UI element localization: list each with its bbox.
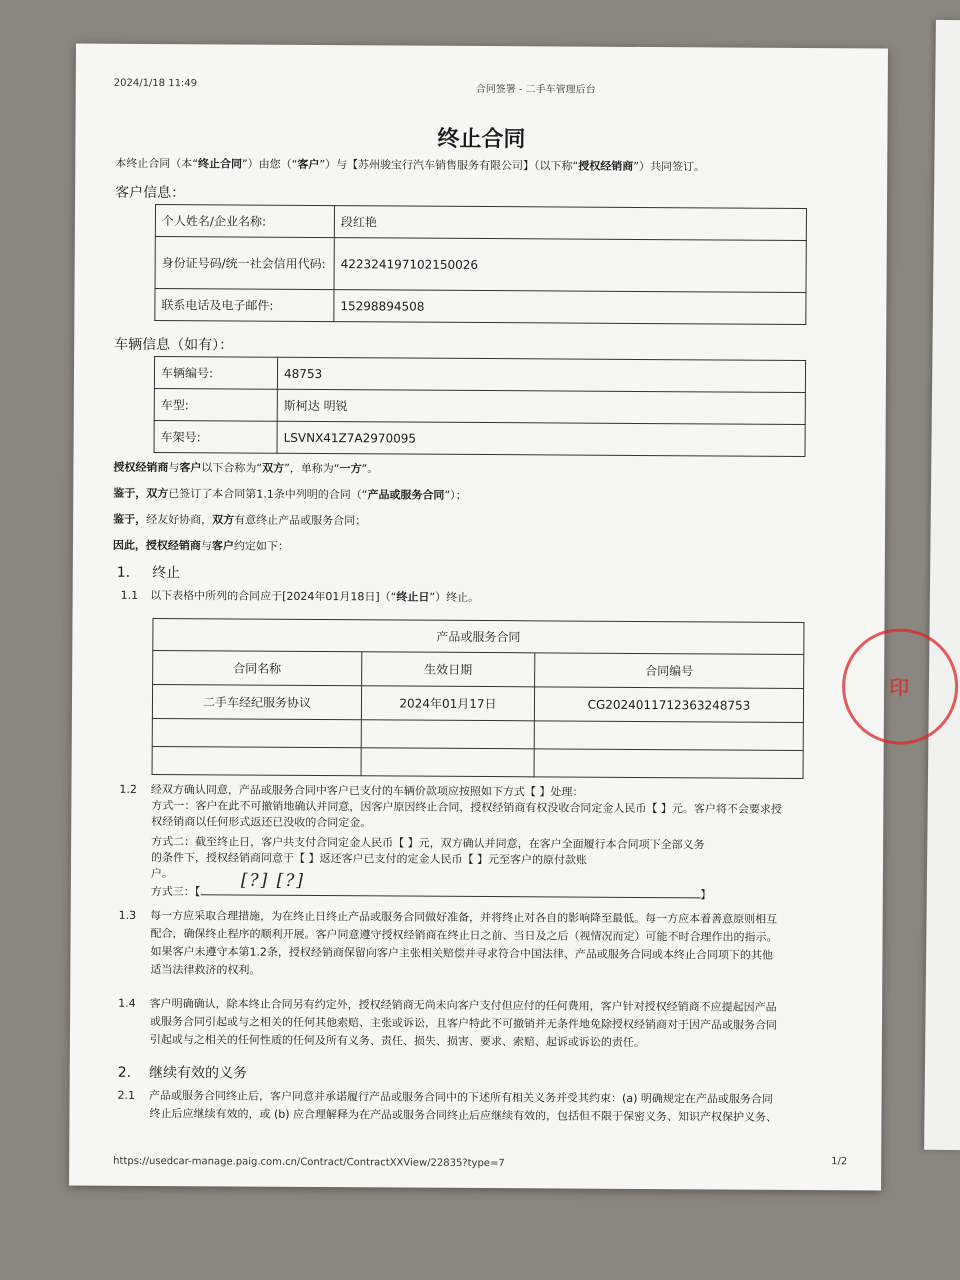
header-contract-name: 合同名称 bbox=[153, 651, 362, 686]
cell-contract-number: CG2024011712363248753 bbox=[534, 687, 803, 723]
cell-value: 斯柯达 明锐 bbox=[277, 389, 805, 424]
header-contract-number: 合同编号 bbox=[535, 653, 804, 689]
contract-page bbox=[69, 44, 910, 1191]
cell-value: 段红艳 bbox=[334, 206, 806, 241]
cell-label: 个人姓名/企业名称: bbox=[155, 205, 334, 238]
table-row bbox=[155, 205, 806, 241]
clause-1-4-line-3: 引起或与之相关的任何性质的任何及所有义务、责任、损失、损害、要求、索赔、起诉或诉讼的责任。 bbox=[149, 1032, 645, 1050]
recital-therefore: 因此，授权经销商与客户约定如下： bbox=[112, 538, 289, 553]
clause-2-1-line-1: 2.1 产品或服务合同终止后，客户同意并承诺履行产品或服务合同中的下述所有相关义务并受其约束：(a) 明确规定在产品或服务合同 bbox=[117, 1088, 773, 1106]
clause-1-1: 1.1 以下表格中所列的合同应于[2024年01月18日]（“终止日”）终止。 bbox=[120, 588, 480, 604]
cell-contract-name: 二手车经纪服务协议 bbox=[152, 684, 361, 719]
recital-whereas-2: 鉴于，经友好协商，双方有意终止产品或服务合同； bbox=[113, 512, 367, 528]
cell-label: 联系电话及电子邮件: bbox=[155, 289, 334, 322]
clause-1-3-line-4: 适当法律救济的权利。 bbox=[150, 962, 261, 977]
table-caption-row bbox=[153, 619, 804, 655]
recital-whereas-1: 鉴于，双方已签订了本合同第1.1条中列明的合同（“产品或服务合同”）； bbox=[113, 486, 467, 502]
section-2-heading: 2. 继续有效的义务 bbox=[117, 1064, 248, 1082]
table-header-row bbox=[153, 651, 804, 689]
table-row bbox=[154, 421, 805, 457]
cell-value: 422324197102150026 bbox=[334, 238, 806, 293]
customer-info-table bbox=[154, 204, 807, 325]
cell-label: 身份证号码/统一社会信用代码: bbox=[155, 237, 334, 290]
table-row-empty bbox=[152, 718, 803, 750]
table-row bbox=[154, 389, 805, 425]
clause-1-3-line-1: 1.3 每一方应采取合理措施，为在终止日终止产品或服务合同做好准备，并将终止对各自的影响降至最低。每一方应本着善意原则相互 bbox=[118, 908, 778, 926]
table-caption: 产品或服务合同 bbox=[153, 619, 804, 655]
cell-label: 车型: bbox=[154, 389, 277, 422]
table-row-empty bbox=[152, 746, 803, 778]
customer-info-heading: 客户信息： bbox=[115, 184, 186, 202]
handwritten-method-3: [?] [?] bbox=[240, 870, 306, 891]
print-site-title: 合同签署 - 二手车管理后台 bbox=[475, 83, 596, 96]
cell-value: 15298894508 bbox=[334, 290, 806, 325]
table-row bbox=[152, 684, 803, 722]
print-datetime: 2024/1/18 11:49 bbox=[113, 77, 198, 90]
cell-value: LSVNX41Z7A2970095 bbox=[277, 421, 805, 456]
document-title: 终止合同 bbox=[437, 126, 526, 153]
clause-1-3-line-2: 配合，确保终止程序的顺利开展。客户同意遵守授权经销商在终止日之前、当日及之后（视情况而定）可能不时合理作出的指示。 bbox=[150, 926, 778, 944]
clause-1-3-line-3: 如果客户未遵守本第1.2条，授权经销商保留向客户主张相关赔偿并寻求符合中国法律、产品或服务合同或本终止合同项下的其他 bbox=[150, 944, 773, 962]
intro-paragraph: 本终止合同（本“终止合同”）由您（“客户”）与【苏州骏宝行汽车销售服务有限公司】（以下称“授权经销商”）共同签订。 bbox=[115, 156, 706, 174]
header-effective-date: 生效日期 bbox=[362, 652, 535, 687]
clause-1-2-line-7: 方式三：【 】 bbox=[150, 884, 712, 902]
contract-table bbox=[152, 618, 805, 779]
clause-2-1-line-2: 终止后应继续有效的，或 (b) 应合理解释为在产品或服务合同终止后应继续有效的，包括但不限于保密义务、知识产权保护义务、 bbox=[149, 1106, 778, 1124]
page-number: 1/2 bbox=[831, 1156, 848, 1168]
clause-1-2-line-2: 方式一：客户在此不可撤销地确认并同意，因客户原因终止合同，授权经销商有权没收合同定金人民币【 】元。客户将不会要求授 bbox=[151, 798, 782, 816]
footer-url: https://usedcar-manage.paig.com.cn/Contract/ContractXXView/22835?type=7 bbox=[113, 1155, 505, 1170]
section-1-heading: 1. 终止 bbox=[116, 564, 181, 582]
clause-1-2-line-4: 方式二：截至终止日，客户共支付合同定金人民币【 】元，双方确认并同意，在客户全面履行本合同项下全部义务 bbox=[151, 834, 705, 852]
cell-value: 48753 bbox=[277, 357, 805, 392]
recital-parties: 授权经销商与客户以下合称为“双方”，单称为“一方”。 bbox=[113, 460, 379, 476]
adjacent-paper bbox=[924, 20, 960, 1150]
table-row bbox=[155, 237, 806, 293]
cell-label: 车架号: bbox=[154, 421, 277, 454]
cell-label: 车辆编号: bbox=[154, 357, 277, 390]
clause-1-2-line-6: 户。 bbox=[150, 866, 173, 881]
vehicle-info-heading: 车辆信息（如有）： bbox=[114, 336, 234, 354]
clause-1-4-line-1: 1.4 客户明确确认，除本终止合同另有约定外，授权经销商无尚未向客户支付但应付的任何费用，客户针对授权经销商不应提起因产品 bbox=[118, 996, 777, 1014]
clause-1-2-line-1: 1.2 经双方确认同意，产品或服务合同中客户已支付的车辆价款项应按照如下方式【 】处理： bbox=[119, 782, 584, 799]
cell-effective-date: 2024年01月17日 bbox=[361, 686, 534, 721]
vehicle-info-table bbox=[154, 356, 807, 457]
company-seal-stamp: 印 bbox=[842, 628, 959, 745]
clause-1-2-line-3: 权经销商以任何形式返还已没收的合同定金。 bbox=[151, 814, 372, 830]
table-row bbox=[154, 357, 805, 393]
table-row bbox=[155, 289, 806, 325]
clause-1-2-line-5: 的条件下，授权经销商同意于【 】返还客户已支付的定金人民币【 】元至客户的原付款账 bbox=[150, 850, 588, 867]
clause-1-4-line-2: 或服务合同引起或与之相关的任何其他索赔、主张或诉讼，且客户特此不可撤销并无条件地免除授权经销商对于因产品或服务合同 bbox=[149, 1014, 778, 1032]
